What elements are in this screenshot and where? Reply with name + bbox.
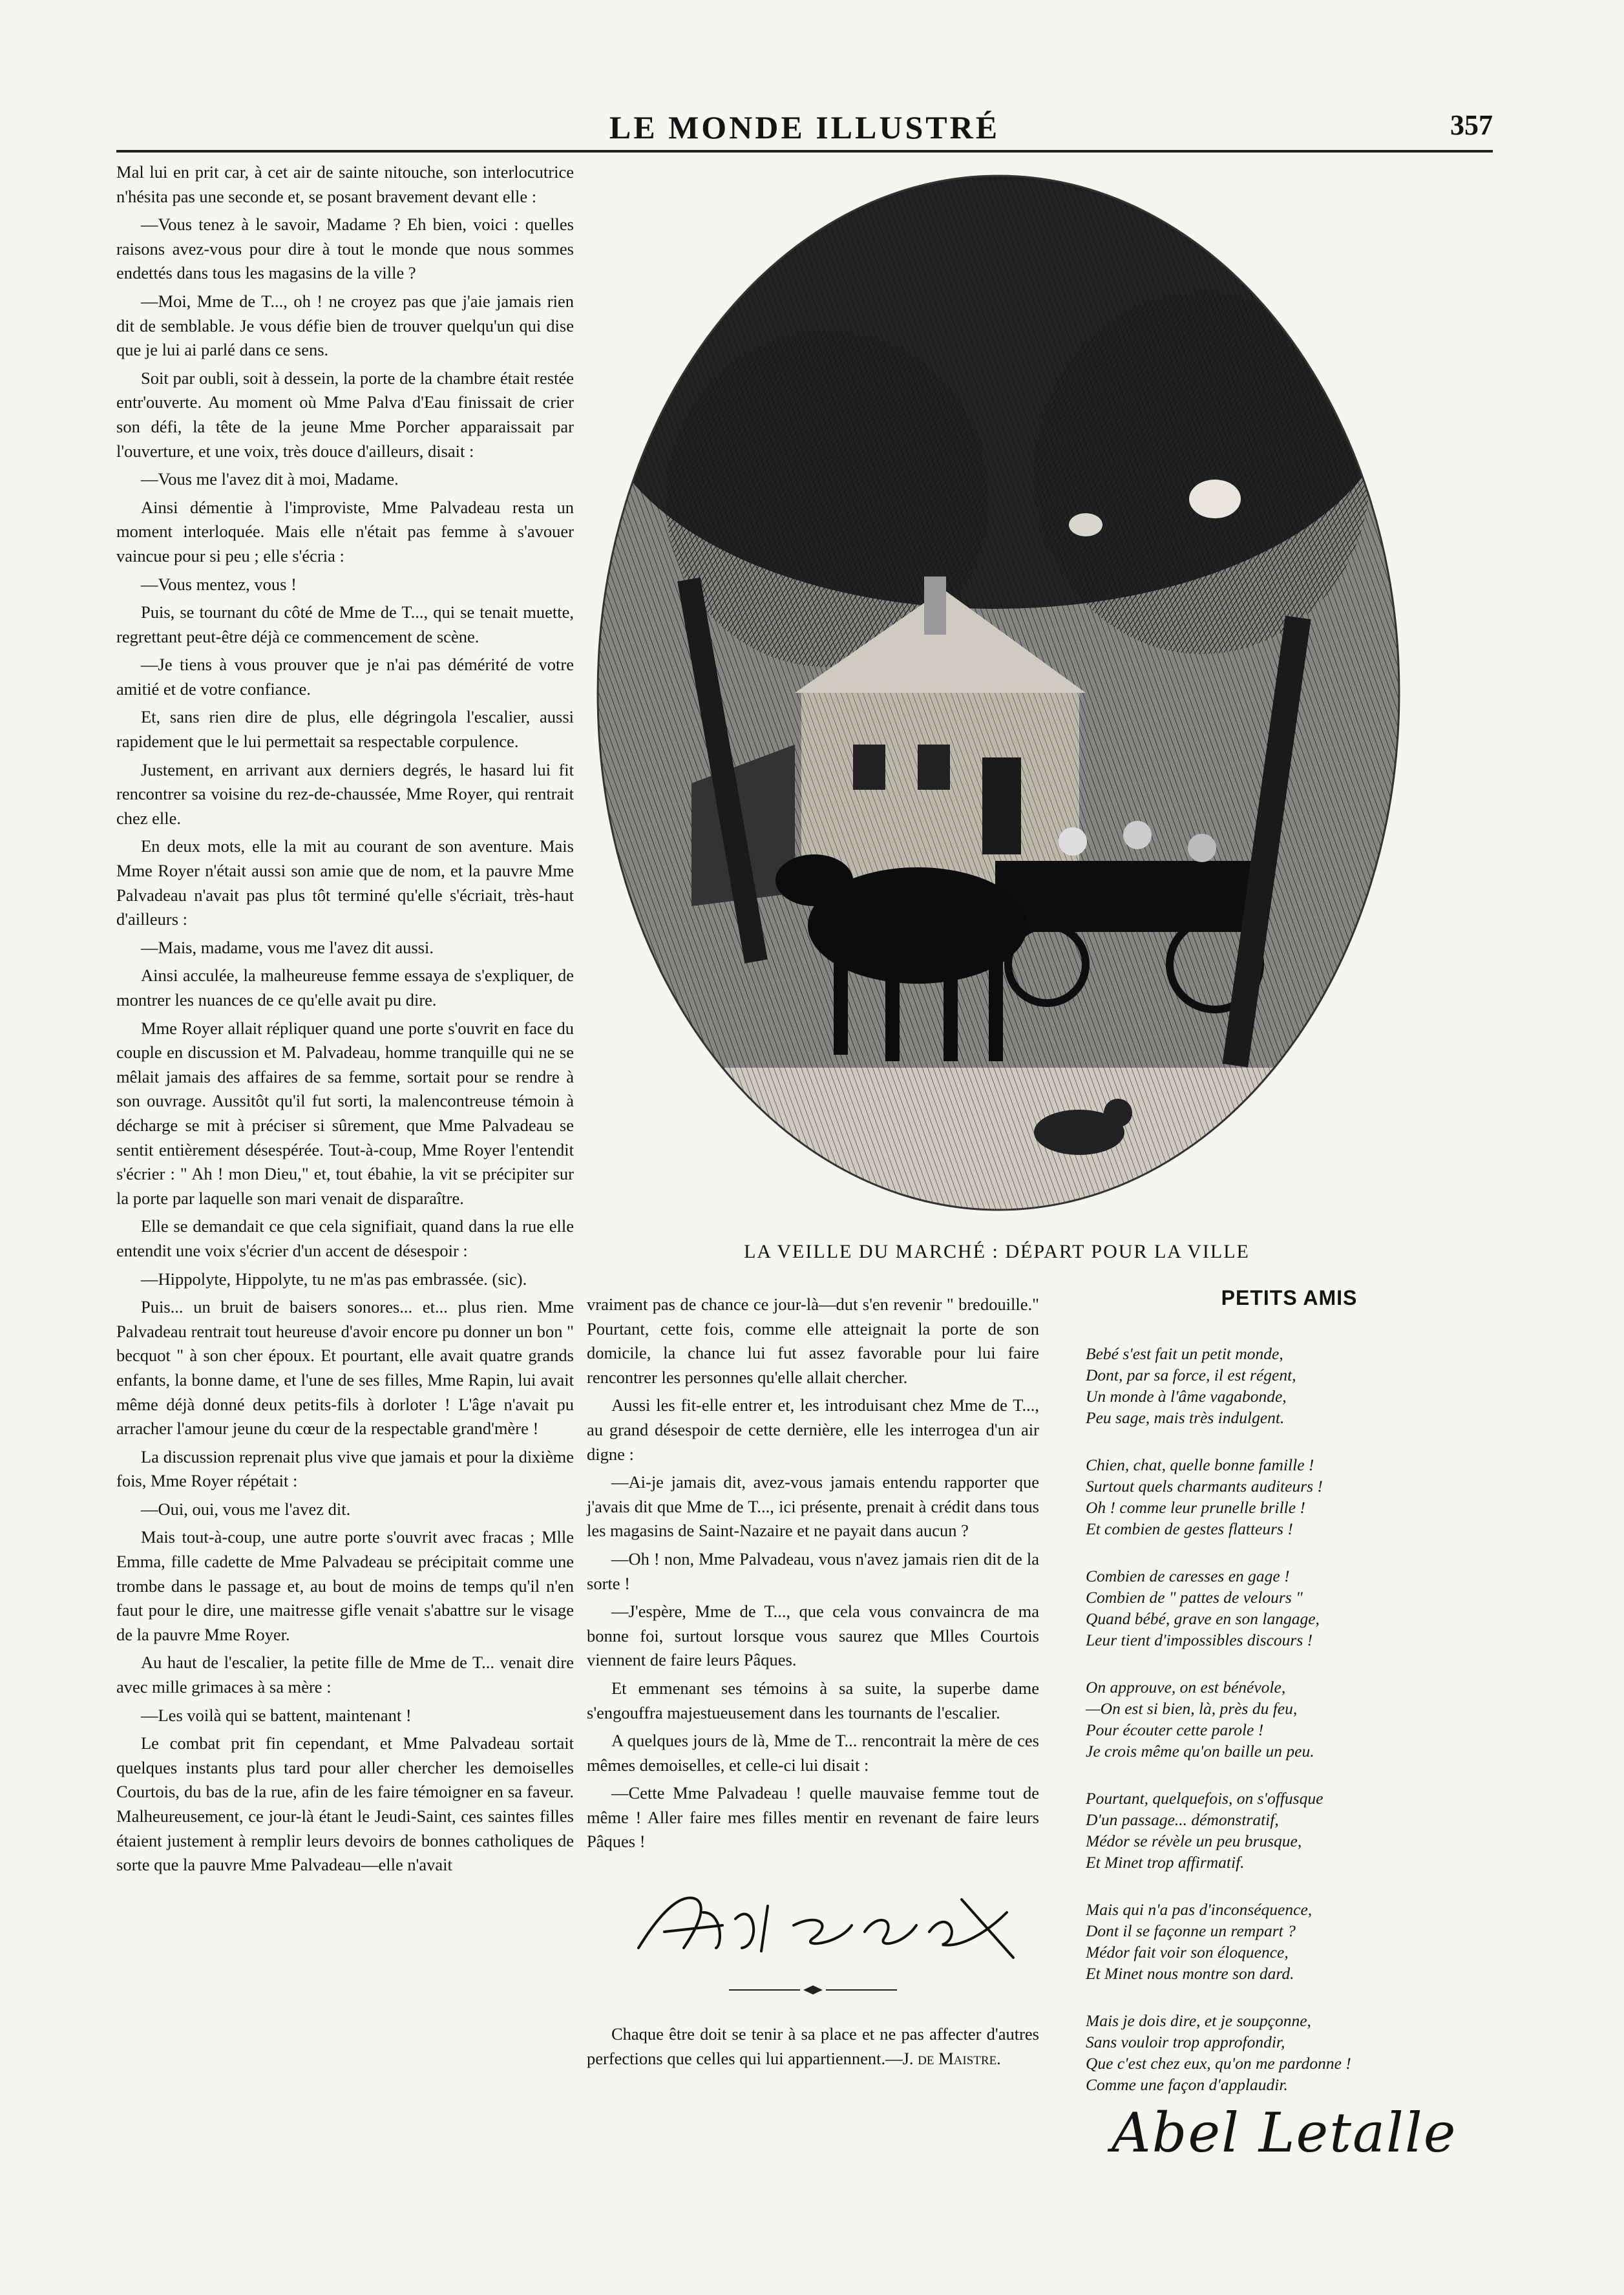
poem-line: Médor fait voir son éloquence, [1086,1942,1289,1962]
paragraph: Ainsi démentie à l'improviste, Mme Palvadeau resta un moment interloquée. Mais elle n'était pas femme à s'avouer vaincue pour si peu ; elle s'écria : [116,497,574,566]
paragraph: Puis, se tournant du côté de Mme de T..., qui se tenait muette, regrettant peut-être déjà ce commencement de scène. [116,602,574,646]
poem-line: Un monde à l'âme vagabonde, [1086,1386,1287,1406]
header-rule [116,150,1493,153]
paragraph: —Ai-je jamais dit, avez-vous jamais entendu rapporter que j'avais dit que Mme de T..., ici présente, prenait à crédit dans tous les magasins de Saint-Nazaire et ne payait dans aucun ? [587,1472,1039,1541]
poem-line: Comme une façon d'applaudir. [1086,2075,1288,2094]
paragraph: vraiment pas de chance ce jour-là—dut s'en revenir " bredouille." Pourtant, cette fois, comme elle atteignait la porte de son domicile, la chance lui fut assez favorable pour lui faire rencontrer les personnes qu'elle allait chercher. [587,1295,1039,1387]
poem-column [1086,1286,1493,2164]
poem-line: Peu sage, mais très indulgent. [1086,1408,1285,1427]
paragraph: Le combat prit fin cependant, et Mme Palvadeau sortait quelques instants plus tard pour aller chercher les demoiselles Courtois, du bas de la rue, afin de les faire témoigner en sa faveur. Malheureusement, ce jour-là étant le Jeudi-Saint, ces saintes filles étaient justement à remplir leurs devoirs de bonnes catholiques de sorte que la pauvre Mme Palvadeau—elle n'avait [116,1733,574,1875]
paragraph: —Hippolyte, Hippolyte, tu ne m'as pas embrassée. (sic). [141,1269,527,1289]
poem-signature: Abel Letalle [1112,2100,1457,2164]
paragraph: Mais tout-à-coup, une autre porte s'ouvrit avec fracas ; Mlle Emma, fille cadette de Mme Palvadeau se précipitait comme une trombe dans le passage et, au bout de moins de temps qu'il n'en faut pour le dire, une maitresse gifle venait s'abattre sur le visage de la pauvre Mme Royer. [116,1527,574,1644]
engraving-illustration [582,163,1412,1232]
poem-line: Bebé s'est fait un petit monde, [1086,1344,1283,1363]
poem-title: PETITS AMIS [1221,1286,1358,1309]
paragraph: —Oui, oui, vous me l'avez dit. [141,1499,351,1519]
ornament-divider [729,1983,897,1996]
page-number: 357 [1450,109,1493,141]
illustration-caption: LA VEILLE DU MARCHÉ : DÉPART POUR LA VILLE [744,1241,1250,1262]
poem-line: Oh ! comme leur prunelle brille ! [1086,1497,1305,1517]
paragraph: Soit par oubli, soit à dessein, la porte de la chambre était restée entr'ouverte. Au moment où Mme Palva d'Eau finissait de crier son défi, la tête de la jeune Mme Porcher apparaissait par l'ouverture, et une voix, très douce d'ailleurs, disait : [116,368,574,461]
poem-line: Leur tient d'impossibles discours ! [1086,1630,1313,1649]
poem-line: Surtout quels charmants auditeurs ! [1086,1476,1323,1496]
poem-stanza [1086,1788,1493,1873]
poem-line: Combien de caresses en gage ! [1086,1566,1290,1585]
paragraph: La discussion reprenait plus vive que jamais et pour la dixième fois, Mme Royer répétait : [116,1446,574,1491]
masthead-title: LE MONDE ILLUSTRÉ [609,109,1000,145]
poem-line: Je crois même qu'on baille un peu. [1086,1741,1314,1761]
poem-line: Dont, par sa force, il est régent, [1086,1365,1296,1384]
paragraph: Mme Royer allait répliquer quand une porte s'ouvrit en face du couple en discussion et M. Palvadeau, homme tranquille qui ne se mêlait jamais des affaires de sa femme, sortait pour se rendre à son ouvrage. Aussitôt qu'il fut sorti, la malencontreuse témoin à décharge se mit à préciser si sûrement, que Mme Palvadeau se sentit entièrement désespérée. Tout-à-coup, Mme Royer l'entendit s'écrier : " Ah ! mon Dieu," et, tout ébahie, la vit se précipiter sur la porte par laquelle son mari venait de disparaître. [116,1018,574,1208]
paragraph: —Je tiens à vous prouver que je n'ai pas démérité de votre amitié et de votre confiance. [116,655,574,699]
poem-stanza [1086,1454,1493,1539]
poem-line: Et Minet nous montre son dard. [1086,1963,1294,1983]
paragraph: Et emmenant ses témoins à sa suite, la superbe dame s'engouffra majestueusement dans les tournants de l'escalier. [587,1678,1039,1722]
paragraph: En deux mots, elle la mit au courant de son aventure. Mais Mme Royer n'était aussi son amie que de nom, et la pauvre Mme Palvadeau n'avait pas plus tôt terminé qu'elle s'écriait, très-haut d'ailleurs : [116,836,574,929]
author-signature [626,1887,1039,1964]
paragraph: Aussi les fit-elle entrer et, les introduisant chez Mme de T..., au grand désespoir de cette dernière, elle les interrogea d'un air digne : [587,1395,1039,1464]
poem-stanza [1086,2010,1493,2095]
paragraph: —Les voilà qui se battent, maintenant ! [141,1705,412,1725]
paragraph: —J'espère, Mme de T..., que cela vous convaincra de ma bonne foi, surtout lorsque vous saurez que Mlles Courtois viennent de faire leurs Pâques. [587,1602,1039,1670]
poem-line: Combien de " pattes de velours " [1086,1587,1303,1607]
poem-line: Dont il se façonne un rempart ? [1086,1921,1296,1940]
poem-stanza [1086,1899,1493,1984]
paragraph: A quelques jours de là, Mme de T... rencontrait la mère de ces mêmes demoiselles, et celle-ci lui disait : [587,1731,1039,1775]
paragraph: —Oh ! non, Mme Palvadeau, vous n'avez jamais rien dit de la sorte ! [587,1549,1039,1593]
paragraph: Ainsi acculée, la malheureuse femme essaya de s'expliquer, de montrer les nuances de ce qu'elle avait pu dire. [116,966,574,1010]
paragraph: Mal lui en prit car, à cet air de sainte nitouche, son interlocutrice n'hésita pas une seconde et, se posant bravement devant elle : [116,162,574,206]
poem-line: Quand bébé, grave en son langage, [1086,1609,1320,1628]
poem-line: Mais je dois dire, et je soupçonne, [1086,2011,1311,2030]
paragraph: Elle se demandait ce que cela signifiait, quand dans la rue elle entendit une voix s'écrier d'un accent de désespoir : [116,1216,574,1260]
poem-line: Médor se révèle un peu brusque, [1086,1831,1302,1850]
paragraph: —Vous tenez à le savoir, Madame ? Eh bien, voici : quelles raisons avez-vous pour dire à tout le monde que nous sommes endettés dans tous les magasins de la ville ? [116,215,574,283]
poem-line: Mais qui n'a pas d'inconséquence, [1086,1899,1313,1919]
paragraph: —Cette Mme Palvadeau ! quelle mauvaise femme tout de même ! Aller faire mes filles mentir en revenant de faire leurs Pâques ! [587,1783,1039,1852]
paragraph: —Vous mentez, vous ! [141,574,297,594]
poem-stanza [1086,1676,1493,1762]
paragraph: Au haut de l'escalier, la petite fille de Mme de T... venait dire avec mille grimaces à sa mère : [116,1653,574,1697]
poem-line: Que c'est chez eux, qu'on me pardonne ! [1086,2053,1351,2073]
poem-line: Et combien de gestes flatteurs ! [1086,1519,1293,1538]
text-column-middle [587,1293,1039,2120]
poem-line: D'un passage... démonstratif, [1086,1810,1279,1829]
quote-text: Chaque être doit se tenir à sa place et ne pas affecter d'autres perfections que celles qui lui appartiennent.— [587,2024,1039,2068]
paragraph: Justement, en arrivant aux derniers degrés, le hasard lui fit rencontrer sa voisine du rez-de-chaussée, Mme Royer, qui rentrait chez elle. [116,759,574,828]
poem-line: Chien, chat, quelle bonne famille ! [1086,1455,1314,1474]
poem-line: Pourtant, quelquefois, on s'offusque [1086,1788,1323,1808]
quote-author: J. de Maistre. [902,2048,1001,2068]
poem-line: On approuve, on est bénévole, [1086,1677,1286,1697]
paragraph: Et, sans rien dire de plus, elle dégringola l'escalier, aussi rapidement que le lui permettait sa respectable corpulence. [116,707,574,752]
epigraph-quote [587,2022,1039,2071]
poem-line: —On est si bien, là, près du feu, [1086,1698,1298,1718]
poem-line: Pour écouter cette parole ! [1086,1720,1264,1739]
text-column-left [116,160,574,2144]
paragraph: Puis... un bruit de baisers sonores... et... plus rien. Mme Palvadeau rentrait tout heureuse d'avoir encore pu donner un bon " becquot " à son cher époux. Et pourtant, elle avait quatre grands enfants, la bonne dame, et l'une de ses filles, Mme Rapin, lui avait même déjà donné deux petits-fils à dorloter ! L'âge n'avait pu arracher l'amour jeune du cœur de la respectable grand'mère ! [116,1297,574,1439]
paragraph: —Moi, Mme de T..., oh ! ne croyez pas que j'aie jamais rien dit de semblable. Je vous défie bien de trouver quelqu'un qui dise que je lui ai parlé dans ce sens. [116,291,574,360]
poem-stanza [1086,1343,1493,1428]
paragraph: —Mais, madame, vous me l'avez dit aussi. [141,937,434,957]
paragraph: —Vous me l'avez dit à moi, Madame. [141,469,399,489]
poem-line: Et Minet trop affirmatif. [1086,1852,1245,1872]
poem-line: Sans vouloir trop approfondir, [1086,2032,1285,2051]
running-header [116,109,1493,154]
poem-stanza [1086,1565,1493,1651]
